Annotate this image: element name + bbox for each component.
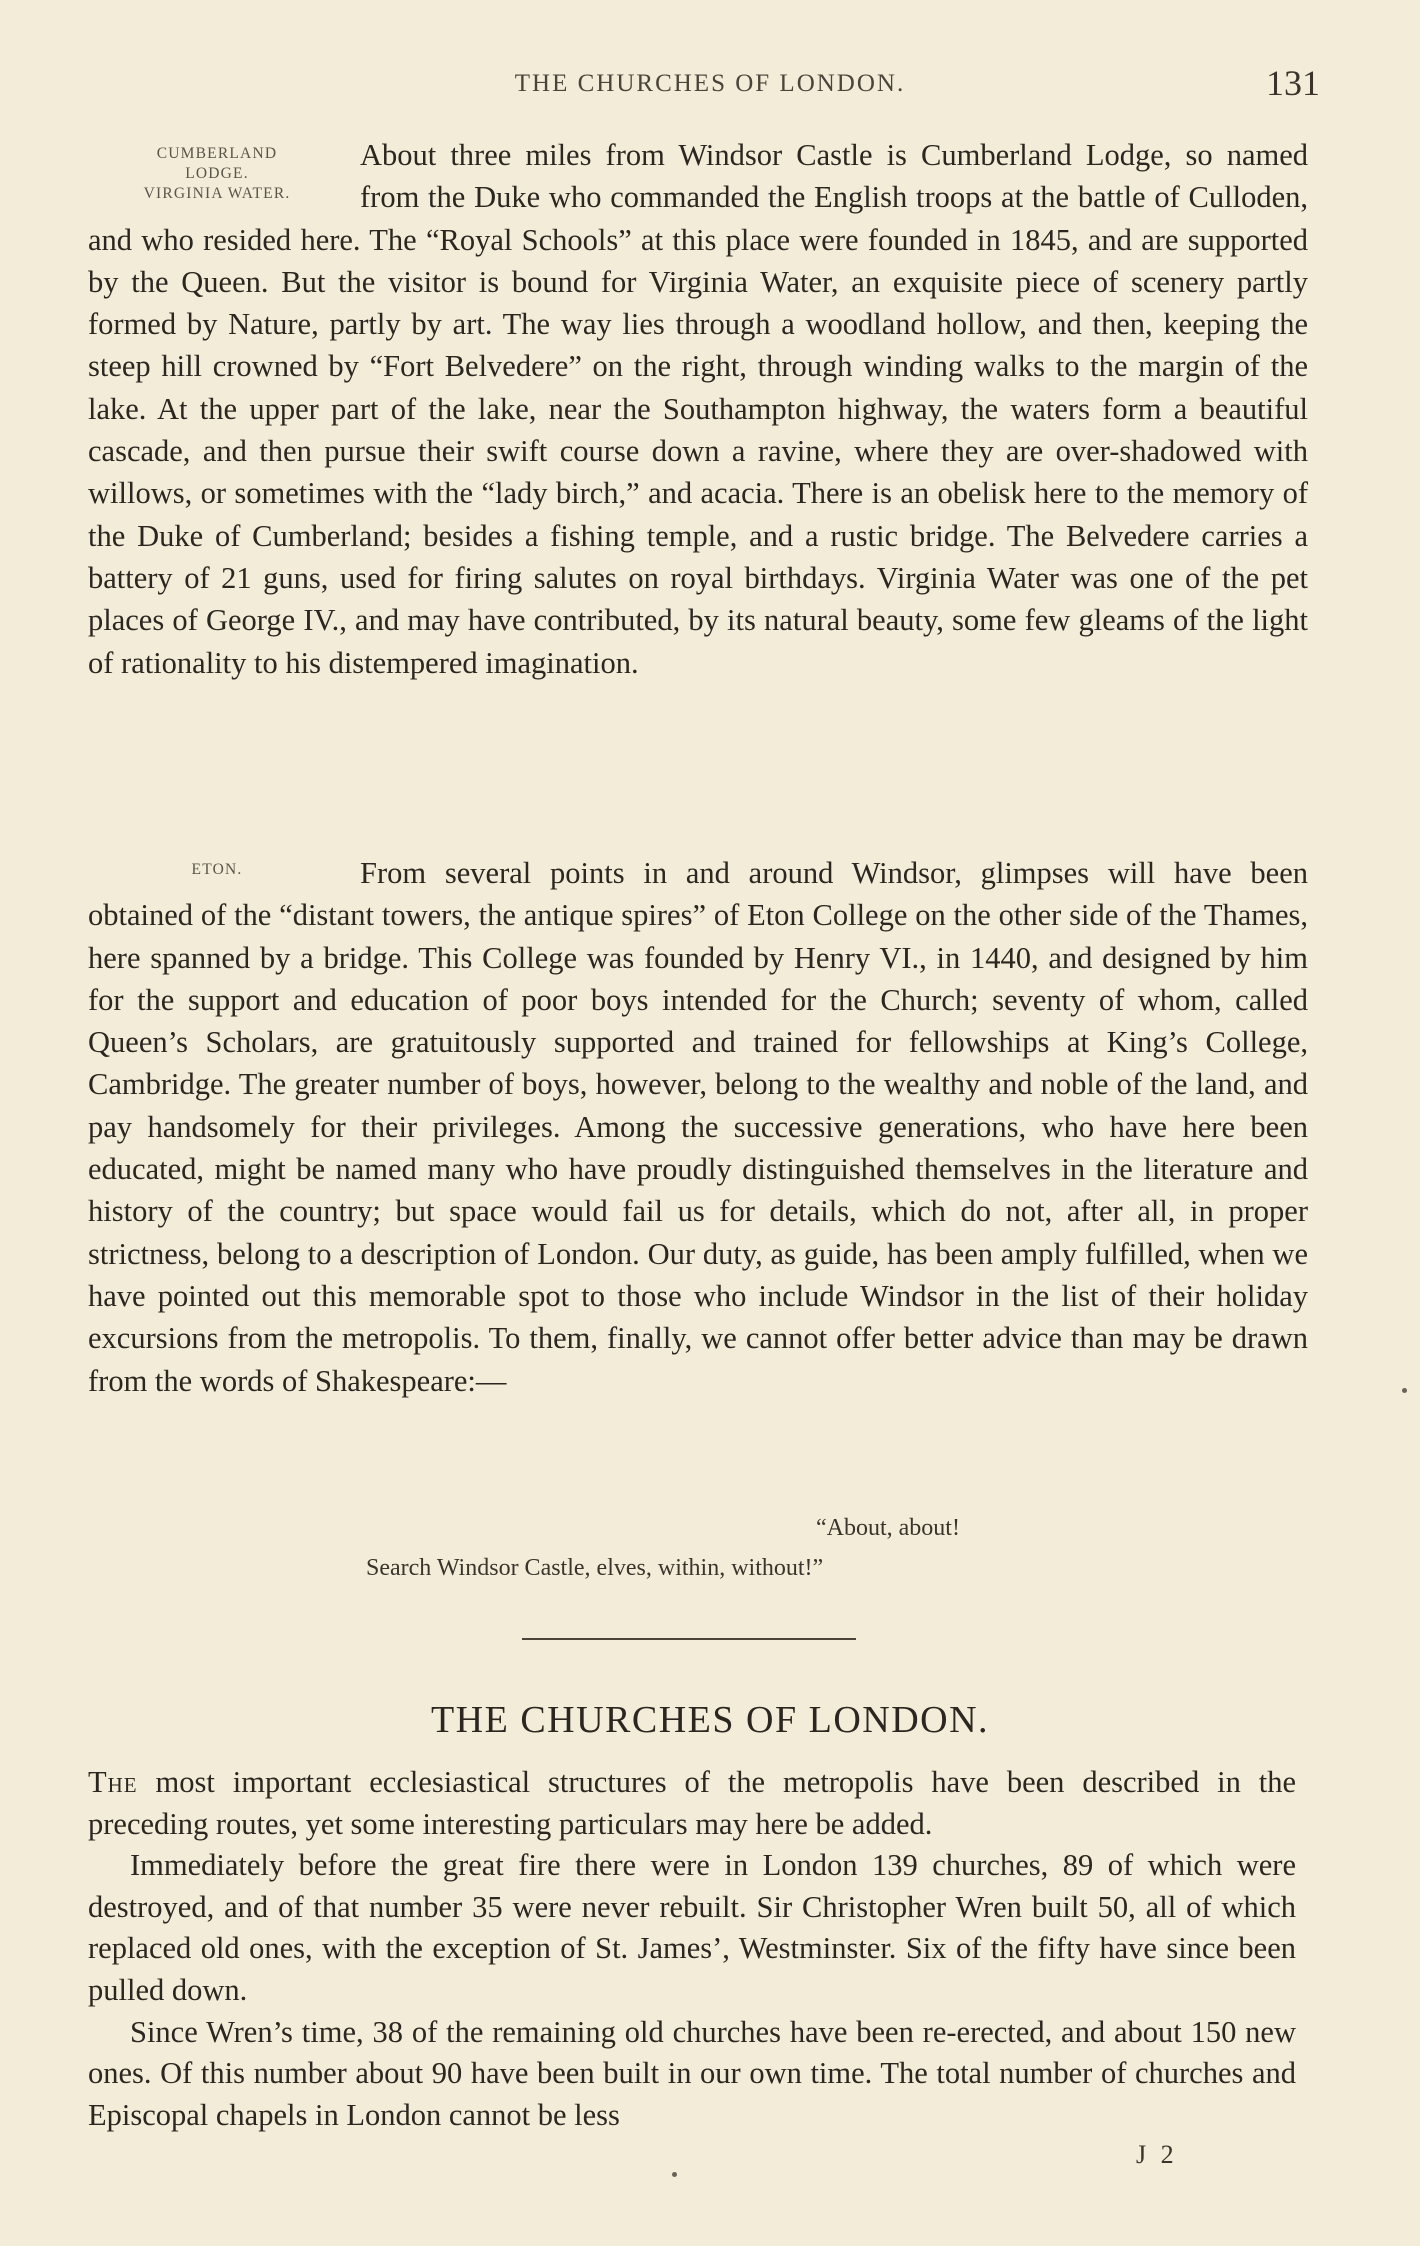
- cumberland-paragraph: About three miles from Windsor Castle is Cumberland Lodge, so named from the Duke who commanded the English troops at the battle of Culloden, and who resided here. The “Royal Schools” at this place were founded in 1845, and are supported by the Queen. But the visitor is bound for Virginia Water, an exquisite piece of scenery partly formed by Nature, partly by art. The way lies through a woodland hollow, and then, keeping the steep hill crowned by “Fort Belvedere” on the right, through winding walks to the margin of the lake. At the upper part of the lake, near the Southampton highway, the waters form a beautiful cascade, and then pursue their swift course down a ravine, where they are over-shadowed with willows, or sometimes with the “lady birch,” and acacia. There is an obelisk here to the memory of the Duke of Cumberland; besides a fishing temple, and a rustic bridge. The Belvedere carries a battery of 21 guns, used for firing salutes on royal birthdays. Virginia Water was one of the pet places of George IV., and may have contributed, by its natural beauty, some few gleams of the light of rationality to his distempered imagination.: [88, 138, 1308, 680]
- sidenote-eton: [88, 852, 346, 880]
- eton-section: [88, 852, 1308, 1402]
- quote-line-2: Search Windsor Castle, elves, within, without!”: [366, 1555, 824, 1581]
- lead-word: The: [88, 1765, 138, 1799]
- shakespeare-quote: [366, 1508, 1126, 1592]
- running-title: THE CHURCHES OF LONDON.: [514, 70, 906, 97]
- page-number: 131: [1266, 63, 1320, 103]
- ink-speck: [672, 2172, 677, 2177]
- churches-paragraph-3: Since Wren’s time, 38 of the remaining old churches have been re-erected, and about 150 new ones. Of this number about 90 have been built in our own time. The total number of churches and Episcopal chapels in London cannot be less: [88, 2014, 1296, 2132]
- churches-paragraph-1: [88, 1762, 1296, 1845]
- section-heading: THE CHURCHES OF LONDON.: [430, 1699, 990, 1741]
- sidenote-cumberland: [88, 134, 346, 204]
- sidenote-line: ETON.: [191, 861, 243, 878]
- sidenote-line: CUMBERLAND: [156, 145, 278, 162]
- churches-section: [88, 1762, 1296, 2136]
- paragraph-text: most important ecclesiastical structures of the metropolis have been described in the preceding routes, yet some interesting particulars may here be added.: [88, 1765, 1296, 1841]
- signature-mark: J 2: [1136, 2140, 1178, 2169]
- sidenote-line: LODGE.: [185, 165, 249, 182]
- eton-paragraph: From several points in and around Windsor, glimpses will have been obtained of the “distant towers, the antique spires” of Eton College on the other side of the Thames, here spanned by a bridge. This College was founded by Henry VI., in 1440, and designed by him for the support and education of poor boys intended for the Church; seventy of whom, called Queen’s Scholars, are gratuitously supported and trained for fellowships at King’s College, Cambridge. The greater number of boys, however, belong to the wealthy and noble of the land, and pay handsomely for their privileges. Among the successive generations, who have here been educated, might be named many who have proudly distinguished themselves in the literature and history of the country; but space would fail us for details, which do not, after all, in proper strictness, belong to a description of London. Our duty, as guide, has been amply fulfilled, when we have pointed out this memorable spot to those who include Windsor in the list of their holiday excursions from the metropolis. To them, finally, we cannot offer better advice than may be drawn from the words of Shakespeare:—: [88, 856, 1308, 1398]
- running-head: [90, 62, 1330, 112]
- ink-speck: [1402, 1388, 1407, 1393]
- cumberland-section: [88, 134, 1308, 684]
- quote-line-1: “About, about!: [816, 1515, 960, 1541]
- sidenote-line: VIRGINIA WATER.: [143, 185, 291, 202]
- section-divider: [522, 1638, 856, 1640]
- churches-paragraph-2: Immediately before the great fire there were in London 139 churches, 89 of which were destroyed, and of that number 35 were never rebuilt. Sir Christopher Wren built 50, all of which replaced old ones, with the exception of St. James’, Westminster. Six of the fifty have since been pulled down.: [88, 1848, 1296, 2007]
